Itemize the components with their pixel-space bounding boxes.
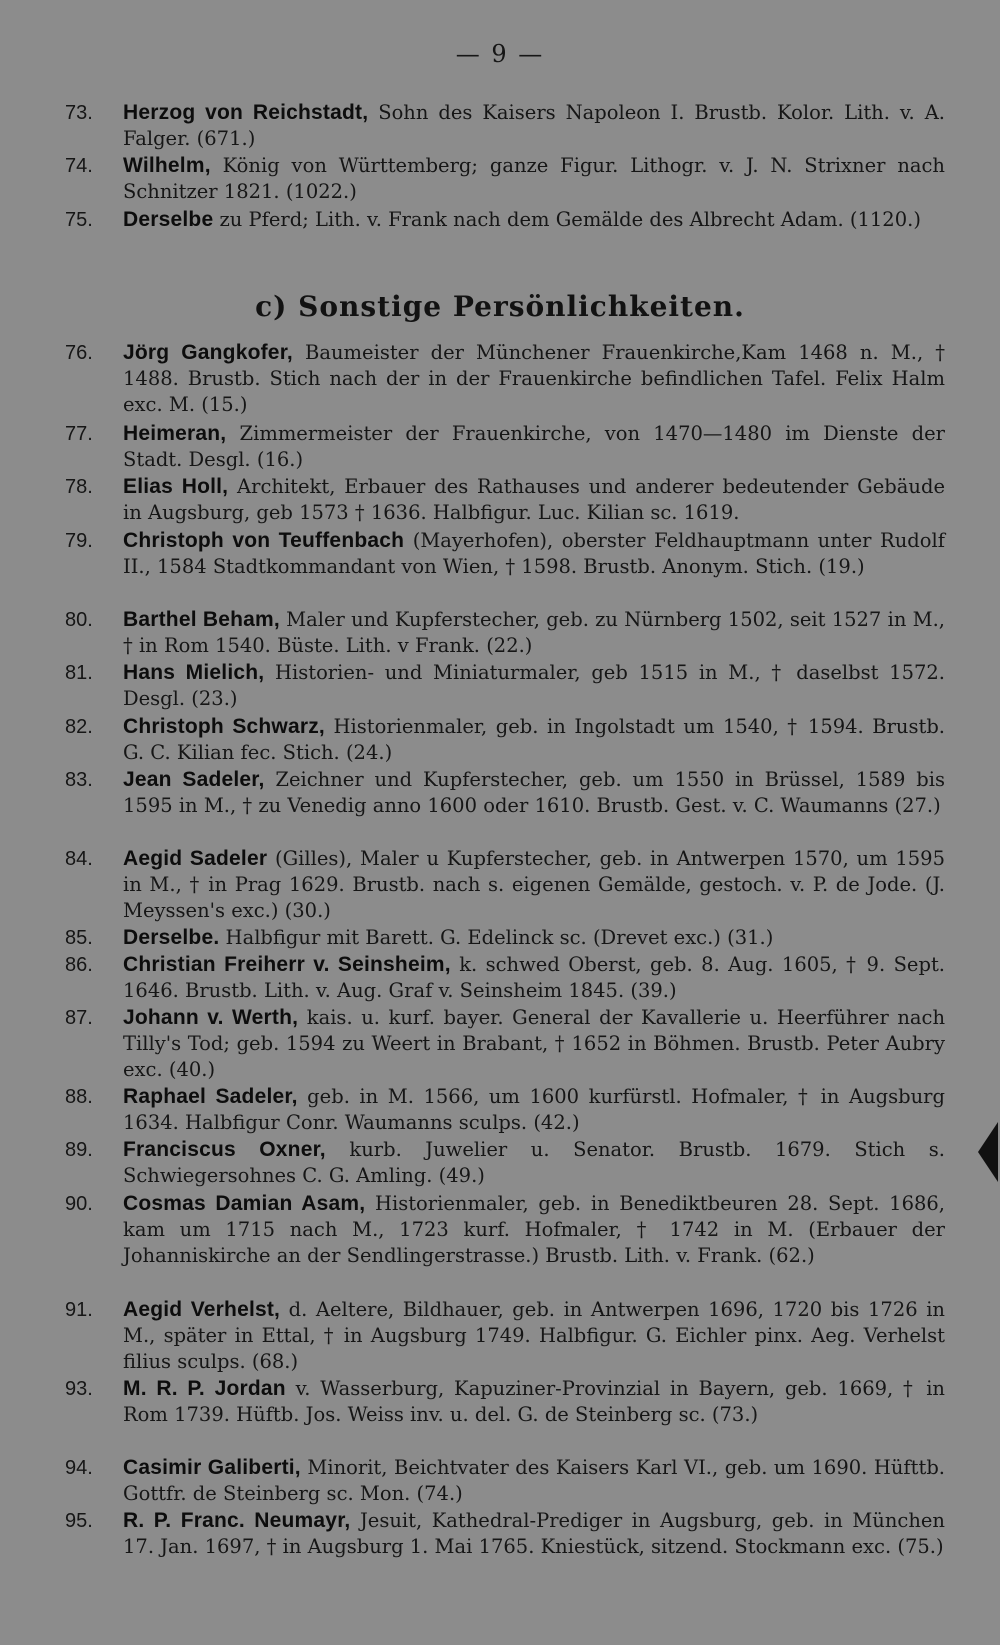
entry-text: Maler und Kupferstecher, geb. zu Nürnberg 1502, seit 1527 in M., † in Rom 1540. Büste. Lith. v Frank. (22.) [123, 608, 945, 657]
list-item [65, 846, 945, 924]
entry-name: M. R. P. Jordan [123, 1377, 286, 1400]
entry-text: König von Württemberg; ganze Figur. Lithogr. v. J. N. Strixner nach Schnitzer 1821. (1022.) [123, 154, 945, 203]
entry-name: Casimir Galiberti, [123, 1456, 301, 1479]
list-item [65, 1376, 945, 1428]
entry-text: Historienmaler, geb. in Benediktbeuren 28. Sept. 1686, kam um 1715 nach M., 1723 kurf. Hofmaler, † 1742 in M. (Erbauer der Johanniskirche an der Sendlingerstrasse.) Brustb. Lith. v. Frank. (62.) [123, 1192, 945, 1267]
list-item [65, 474, 945, 526]
entry-text: d. Aeltere, Bildhauer, geb. in Antwerpen 1696, 1720 bis 1726 in M., später in Ettal, † in Augsburg 1749. Halbfigur. G. Eichler pinx. Aeg. Verhelst filius sculps. (68.) [123, 1298, 945, 1373]
list-item [65, 952, 945, 1004]
list-item [65, 1297, 945, 1375]
entry-name: R. P. Franc. Neumayr, [123, 1509, 351, 1532]
entry-text: Baumeister der Münchener Frauenkirche,Kam 1468 n. M., † 1488. Brustb. Stich nach der in der Frauenkirche befindlichen Tafel. Felix Halm exc. M. (15.) [123, 341, 945, 416]
entry-text: Halbfigur mit Barett. G. Edelinck sc. (Drevet exc.) (31.) [219, 926, 774, 949]
entry-number: 78. [65, 476, 93, 498]
entry-text: Jesuit, Kathedral-Prediger in Augsburg, geb. in München 17. Jan. 1697, † in Augsburg 1. Mai 1765. Kniestück, sitzend. Stockmann exc. (75.) [123, 1509, 945, 1558]
entry-number: 75. [65, 209, 93, 231]
entry-name: Wilhelm, [123, 154, 211, 177]
margin-arrow-icon [978, 1122, 998, 1182]
entry-text: geb. in M. 1566, um 1600 kurfürstl. Hofmaler, † in Augsburg 1634. Halbfigur Conr. Waumanns sculps. (42.) [123, 1085, 945, 1134]
list-item [65, 714, 945, 766]
list-item [65, 1137, 945, 1189]
entry-name: Derselbe. [123, 926, 220, 949]
entry-name: Heimeran, [123, 422, 227, 445]
entry-name: Derselbe [123, 208, 214, 231]
list-item [65, 767, 945, 819]
entry-name: Christian Freiherr v. Seinsheim, [123, 953, 451, 976]
entry-text: Historien- und Miniaturmaler, geb 1515 in M., † daselbst 1572. Desgl. (23.) [123, 661, 945, 710]
entry-text: v. Wasserburg, Kapuziner-Provinzial in Bayern, geb. 1669, † in Rom 1739. Hüftb. Jos. Weiss inv. u. del. G. de Steinberg sc. (73.) [123, 1377, 945, 1426]
entry-number: 86. [65, 954, 93, 976]
entry-number: 90. [65, 1193, 93, 1215]
entry-text: kurb. Juwelier u. Senator. Brustb. 1679. Stich s. Schwiegersohnes C. G. Amling. (49.) [123, 1138, 945, 1187]
entry-number: 82. [65, 716, 93, 738]
list-item [65, 1508, 945, 1560]
entry-number: 74. [65, 155, 93, 177]
entry-number: 80. [65, 609, 93, 631]
entry-number: 94. [65, 1457, 93, 1479]
entry-number: 81. [65, 662, 93, 684]
entry-text: Zimmermeister der Frauenkirche, von 1470—1480 im Dienste der Stadt. Desgl. (16.) [123, 422, 945, 471]
list-item [65, 528, 945, 580]
entry-name: Elias Holl, [123, 475, 229, 498]
entry-text: (Mayerhofen), oberster Feldhauptmann unter Rudolf II., 1584 Stadtkommandant von Wien, † 1598. Brustb. Anonym. Stich. (19.) [123, 529, 945, 578]
entry-text: Minorit, Beichtvater des Kaisers Karl VI., geb. um 1690. Hüfttb. Gottfr. de Steinberg sc. Mon. (74.) [123, 1456, 946, 1505]
entry-text: (Gilles), Maler u Kupferstecher, geb. in Antwerpen 1570, um 1595 in M., † in Prag 1629. Brustb. nach s. eigenen Gemälde, gestoch. v. P. de Jode. (J. Meyssen's exc.) (30.) [123, 847, 945, 922]
entry-number: 84. [65, 848, 93, 870]
entry-number: 83. [65, 769, 93, 791]
list-item [65, 1455, 945, 1507]
list-item [65, 207, 945, 233]
entry-name: Herzog von Reichstadt, [123, 101, 369, 124]
section-heading: c) Sonstige Persönlichkeiten. [255, 290, 745, 323]
list-item [65, 1191, 945, 1269]
entry-name: Franciscus Oxner, [123, 1138, 326, 1161]
entry-number: 73. [65, 102, 93, 124]
entry-name: Aegid Verhelst, [123, 1298, 281, 1321]
entry-number: 89. [65, 1139, 93, 1161]
list-item [65, 1005, 945, 1083]
entry-name: Raphael Sadeler, [123, 1085, 298, 1108]
list-item [65, 1084, 945, 1136]
entry-name: Hans Mielich, [123, 661, 265, 684]
entry-name: Johann v. Werth, [123, 1006, 299, 1029]
list-item [65, 421, 945, 473]
entry-name: Barthel Beham, [123, 608, 280, 631]
entry-text: Zeichner und Kupferstecher, geb. um 1550 in Brüssel, 1589 bis 1595 in M., † zu Venedig anno 1600 oder 1610. Brustb. Gest. v. C. Waumanns (27.) [123, 768, 945, 817]
entry-text: Architekt, Erbauer des Rathauses und anderer bedeutender Gebäude in Augsburg, geb 1573 † 1636. Halbfigur. Luc. Kilian sc. 1619. [123, 475, 945, 524]
entry-name: Cosmas Damian Asam, [123, 1192, 366, 1215]
entry-number: 95. [65, 1510, 93, 1532]
entry-number: 76. [65, 342, 93, 364]
entry-text: Sohn des Kaisers Napoleon I. Brustb. Kolor. Lith. v. A. Falger. (671.) [123, 101, 945, 150]
entry-text: k. schwed Oberst, geb. 8. Aug. 1605, † 9. Sept. 1646. Brustb. Lith. v. Aug. Graf v. Seinsheim 1845. (39.) [123, 953, 945, 1002]
entry-number: 79. [65, 530, 93, 552]
entry-number: 91. [65, 1299, 93, 1321]
entry-name: Aegid Sadeler [123, 847, 268, 870]
entry-text: Historienmaler, geb. in Ingolstadt um 1540, † 1594. Brustb. G. C. Kilian fec. Stich. (24.) [123, 715, 946, 764]
entry-name: Jean Sadeler, [123, 768, 265, 791]
entry-number: 87. [65, 1007, 93, 1029]
entry-name: Christoph von Teuffenbach [123, 529, 405, 552]
entry-number: 88. [65, 1086, 93, 1108]
entry-text: kais. u. kurf. bayer. General der Kavallerie u. Heerführer nach Tilly's Tod; geb. 1594 zu Weert in Brabant, † 1652 in Böhmen. Brustb. Peter Aubry exc. (40.) [123, 1006, 945, 1081]
page-number: — 9 — [455, 40, 545, 68]
entry-number: 85. [65, 927, 93, 949]
entry-number: 77. [65, 423, 93, 445]
list-item [65, 607, 945, 659]
list-item [65, 153, 945, 205]
list-item [65, 100, 945, 152]
list-item [65, 660, 945, 712]
list-item [65, 925, 945, 951]
list-item [65, 340, 945, 418]
entry-text: zu Pferd; Lith. v. Frank nach dem Gemälde des Albrecht Adam. (1120.) [213, 208, 921, 231]
entry-name: Christoph Schwarz, [123, 715, 325, 738]
entry-name: Jörg Gangkofer, [123, 341, 293, 364]
entry-number: 93. [65, 1378, 93, 1400]
